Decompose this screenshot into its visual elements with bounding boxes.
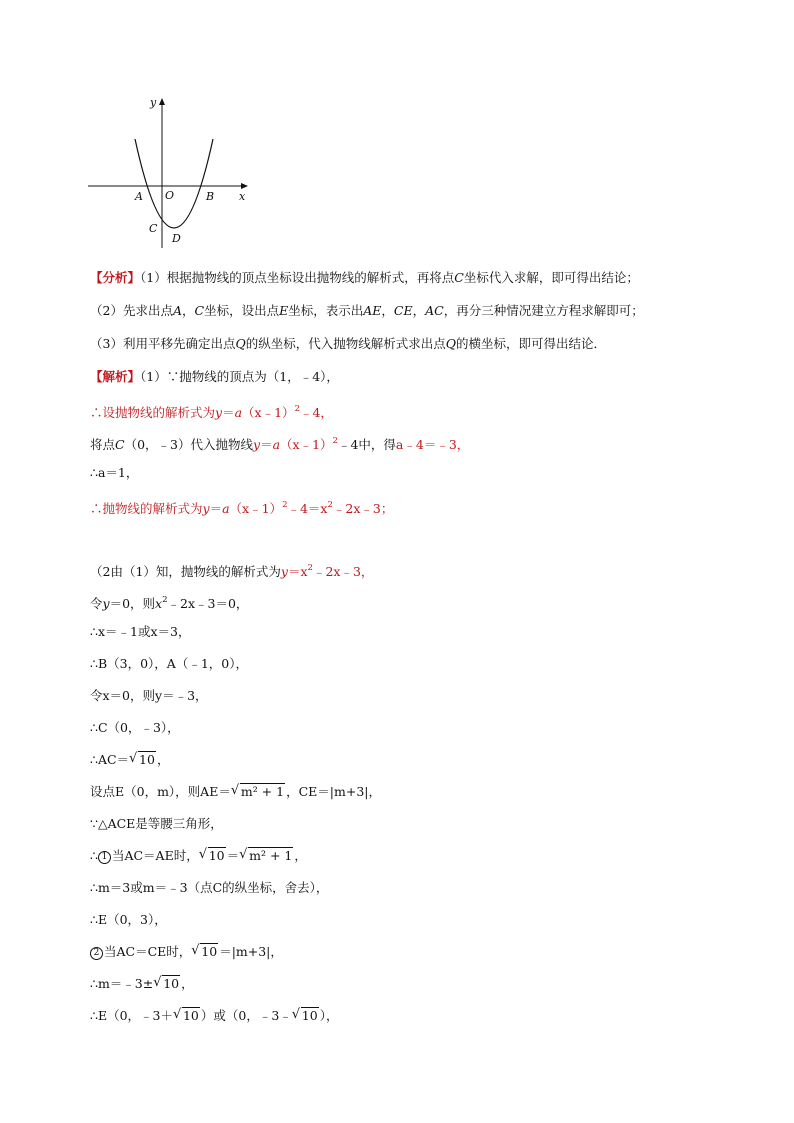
- solution-text: 当AC＝CE时，: [104, 944, 192, 959]
- eq: ＝: [209, 501, 223, 516]
- expr: ﹣2x﹣3，: [312, 564, 374, 579]
- var-A: A: [172, 303, 182, 318]
- parabola-figure: [84, 92, 256, 250]
- var-Q: Q: [235, 336, 246, 351]
- radicand: m² + 1: [240, 784, 285, 799]
- solution-text: ∴m＝﹣3±: [90, 976, 154, 991]
- var-y: y: [215, 405, 223, 420]
- solution-text: ﹣4中，得: [337, 437, 396, 452]
- solution-text: ∴C（0，﹣3），: [90, 720, 180, 735]
- solution-line-16: [90, 880, 328, 896]
- analysis-text: （3）利用平移先确定出点: [90, 336, 236, 351]
- solution-text: 当AC＝AE时，: [111, 848, 199, 863]
- expr: ﹣2x﹣3；: [332, 501, 394, 516]
- var-y: y: [102, 596, 110, 611]
- sep: ，: [381, 303, 394, 318]
- exponent: 2: [162, 595, 168, 605]
- analysis-tag: 分析: [102, 270, 128, 285]
- exponent: 2: [332, 436, 338, 446]
- solution-line-7: [90, 592, 248, 612]
- label-y: y: [150, 96, 157, 109]
- analysis-line-2: [90, 303, 644, 319]
- analysis-text: 坐标，设出点: [204, 303, 280, 318]
- analysis-text: （1）根据抛物线的顶点坐标设出抛物线的解析式，再将点: [140, 270, 455, 285]
- solution-line-17: [90, 912, 167, 928]
- sep: ，: [294, 848, 307, 863]
- y-axis-arrow: [159, 98, 165, 105]
- expr: ﹣4＝x: [287, 501, 328, 516]
- solution-text: ）或（0，﹣3﹣: [200, 1008, 292, 1023]
- var-a: a: [272, 437, 281, 452]
- radicand: 10: [208, 848, 225, 863]
- exponent: 2: [307, 563, 313, 573]
- solution-line-2: [90, 401, 333, 421]
- exponent: 2: [327, 500, 333, 510]
- solution-line-6: [90, 560, 373, 580]
- analysis-tag-close: 】: [127, 270, 141, 285]
- solution-text: （0，﹣3）代入抛物线: [124, 437, 253, 452]
- expr: ﹣4，: [299, 405, 333, 420]
- solution-text: ＝|m+3|，: [219, 944, 283, 959]
- var-y: y: [253, 437, 261, 452]
- solution-text: ∴E（0，﹣3＋: [90, 1008, 173, 1023]
- solution-line-10: [90, 688, 208, 704]
- parabola-curve: [135, 139, 213, 228]
- solution-text: 令x＝0，则y＝﹣3，: [90, 688, 208, 703]
- solution-text: ∴x＝﹣1或x＝3，: [90, 624, 191, 639]
- sqrt: [292, 1008, 319, 1024]
- sqrt: [191, 944, 218, 960]
- var-AC: AC: [425, 303, 444, 318]
- expr: ﹣2x﹣3＝0，: [167, 596, 249, 611]
- analysis-text: 坐标，表示出: [288, 303, 364, 318]
- x-axis-arrow: [241, 183, 248, 189]
- expr: （x﹣1）: [242, 405, 295, 420]
- var-Q: Q: [445, 336, 456, 351]
- case-number: 1: [98, 851, 111, 864]
- radicand: 10: [163, 976, 180, 991]
- solution-line-4: [90, 465, 138, 481]
- sep: ，: [181, 976, 194, 991]
- var-y: y: [202, 501, 210, 516]
- radicand: 10: [201, 944, 218, 959]
- solution-text: ∴: [90, 848, 98, 863]
- solution-text: ∵△ACE是等腰三角形，: [90, 816, 223, 831]
- var-C: C: [454, 270, 464, 285]
- solution-line-18: [90, 944, 283, 960]
- sep: ，: [182, 303, 195, 318]
- expr: （x﹣1）: [229, 501, 283, 516]
- solution-line-20: [90, 1008, 338, 1024]
- sep: ，: [412, 303, 426, 318]
- sqrt: [173, 1008, 200, 1024]
- solution-text: 令: [90, 596, 103, 611]
- var-AE: AE: [363, 303, 382, 318]
- solution-text: ∴B（3，0），A（﹣1，0），: [90, 656, 248, 671]
- label-D: D: [172, 232, 181, 245]
- eq: ＝: [222, 405, 235, 420]
- analysis-text: 的纵坐标，代入抛物线解析式求出点: [245, 336, 446, 351]
- solution-text: ∴抛物线的解析式为: [90, 501, 203, 516]
- label-O: O: [165, 189, 175, 202]
- solution-text: ，CE＝|m+3|，: [286, 784, 381, 799]
- solution-text: 设点E（0，m），则AE＝: [90, 784, 231, 799]
- var-a: a: [222, 501, 230, 516]
- label-x: x: [239, 190, 246, 203]
- eq: ＝: [260, 437, 273, 452]
- solution-line-3: [90, 433, 469, 453]
- expr: （x﹣1）: [280, 437, 333, 452]
- label-A: A: [135, 190, 143, 203]
- label-C: C: [149, 222, 158, 235]
- solution-line-14: [90, 816, 223, 832]
- var-C: C: [115, 437, 125, 452]
- sqrt: [129, 752, 156, 768]
- solution-line-9: [90, 656, 248, 672]
- solution-text: （1）∵抛物线的顶点为（1，﹣4），: [140, 369, 339, 384]
- eq: ＝: [226, 848, 240, 863]
- solution-tag-open: 【: [90, 369, 103, 384]
- exponent: 2: [294, 404, 300, 414]
- radicand: m² + 1: [249, 848, 293, 863]
- solution-text: ∴E（0，3），: [90, 912, 167, 927]
- solution-text: ），: [319, 1008, 339, 1023]
- solution-line-1: [90, 369, 339, 385]
- solution-line-19: [90, 976, 194, 992]
- var-a: a: [234, 405, 243, 420]
- analysis-text: （2）先求出点: [90, 303, 173, 318]
- solution-tag-close: 】: [127, 369, 141, 384]
- radicand: 10: [182, 1008, 199, 1023]
- analysis-text: 的横坐标，即可得出结论．: [455, 336, 606, 351]
- analysis-line-1: [90, 270, 639, 286]
- var-C: C: [194, 303, 205, 318]
- solution-line-12: [90, 752, 169, 768]
- sqrt: [153, 976, 180, 992]
- solution-text: ＝0，则: [109, 596, 156, 611]
- solution-line-15: [90, 848, 307, 864]
- solution-line-13: [90, 784, 381, 800]
- solution-line-5: [90, 497, 393, 517]
- solution-text: ∴m＝3或m＝﹣3（点C的纵坐标，舍去），: [90, 880, 329, 895]
- analysis-tag-open: 【: [90, 270, 103, 285]
- expr: a﹣4＝﹣3，: [395, 437, 470, 452]
- solution-line-8: [90, 624, 190, 640]
- sqrt: [231, 784, 285, 800]
- sqrt: [239, 848, 293, 864]
- sqrt: [199, 848, 226, 864]
- var-E: E: [279, 303, 289, 318]
- var-x: x: [155, 596, 163, 611]
- exponent: 2: [282, 500, 288, 510]
- radicand: 10: [139, 752, 155, 767]
- case-number: 2: [90, 947, 103, 960]
- solution-text: ∴设抛物线的解析式为: [90, 405, 216, 420]
- analysis-text: 坐标代入求解，即可得出结论；: [463, 270, 639, 285]
- radicand: 10: [301, 1008, 318, 1023]
- expr: ＝x: [287, 564, 308, 579]
- solution-text: ∴a＝1，: [90, 465, 139, 480]
- solution-text: ∴AC＝: [90, 752, 130, 767]
- solution-text: 将点: [90, 437, 116, 452]
- var-CE: CE: [393, 303, 413, 318]
- solution-tag: 解析: [102, 369, 128, 384]
- analysis-line-3: [90, 336, 606, 352]
- label-B: B: [206, 190, 215, 203]
- analysis-text: ，再分三种情况建立方程求解即可；: [443, 303, 644, 318]
- sep: ，: [156, 752, 170, 767]
- solution-text: （2由（1）知，抛物线的解析式为: [90, 564, 281, 579]
- solution-line-11: [90, 720, 180, 736]
- var-y: y: [280, 564, 288, 579]
